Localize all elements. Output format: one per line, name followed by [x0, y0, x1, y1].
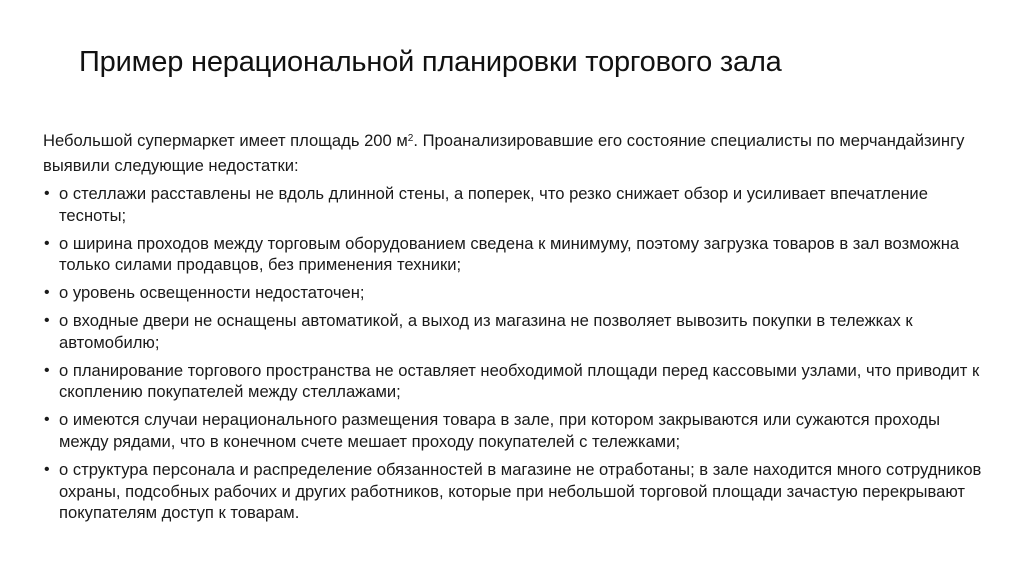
list-item-text: о уровень освещенности недостаточен; — [59, 283, 365, 303]
list-item — [43, 233, 983, 276]
bullet-icon: • — [44, 461, 50, 479]
list-item — [43, 310, 983, 353]
list-item — [43, 183, 983, 226]
intro-paragraph — [43, 130, 983, 176]
list-item-text: о стеллажи расставлены не вдоль длинной стены, а поперек, что резко снижает обзор и усиливает впечатление тесноты; — [59, 184, 928, 225]
list-item — [43, 409, 983, 452]
bullet-icon: • — [44, 185, 50, 202]
bullet-icon: • — [44, 411, 50, 429]
bullet-icon: • — [44, 284, 50, 302]
shortcomings-list — [43, 183, 983, 524]
list-item — [43, 360, 983, 403]
list-item-text: о ширина проходов между торговым оборудованием сведена к минимуму, поэтому загрузка товаров в зал возможна только силами продавцов, без применения техники; — [59, 233, 960, 275]
area-unit-superscript: 2 — [407, 133, 414, 144]
bullet-icon: • — [44, 361, 50, 379]
list-item-text: о планирование торгового пространства не оставляет необходимой площади перед кассовыми узлами, что приводит к скоплению покупателей между стеллажами; — [59, 360, 980, 402]
list-item-text: о структура персонала и распределение обязанностей в магазине не отработаны; в зале находится много сотрудников охраны, подсобных рабочих и других работников, которые при небольшой торговой площади зачастую перекрывают покупателям доступ к товарам. — [59, 460, 982, 523]
bullet-icon: • — [44, 312, 50, 330]
slide-title: Пример нерациональной планировки торгового зала — [79, 46, 782, 78]
intro-text-start: Небольшой супермаркет имеет площадь 200 м — [43, 131, 408, 150]
list-item-text: о входные двери не оснащены автоматикой, а выход из магазина не позволяет вывозить покупки в тележках к автомобилю; — [59, 311, 913, 352]
list-item — [43, 282, 983, 304]
list-item-text: о имеются случаи нерационального размещения товара в зале, при котором закрываются или сужаются проходы между рядами, что в конечном счете мешает проходу покупателей с тележками; — [59, 410, 941, 451]
intro-text-end: . Проанализировавшие его состояние специалисты по мерчандайзингу выявили следующие недостатки: — [43, 131, 965, 175]
slide-body — [43, 130, 983, 530]
bullet-icon: • — [44, 234, 50, 252]
list-item — [43, 459, 983, 524]
